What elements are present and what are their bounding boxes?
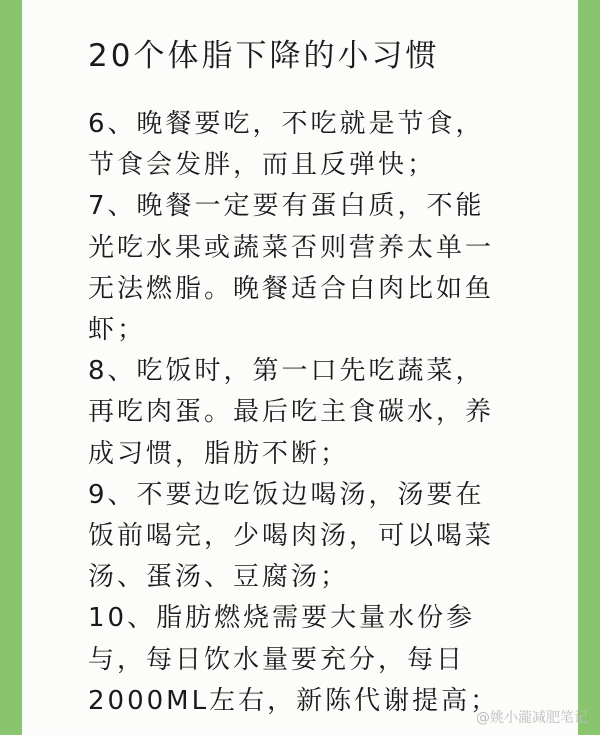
content-card [22, 0, 578, 735]
text-line: 成习惯，脂肪不断； [88, 438, 350, 469]
watermark: @姚小瀧减肥笔记 [476, 710, 588, 726]
text-line: 10、脂肪燃烧需要大量水份参 [88, 603, 476, 634]
text-line: 饭前喝完，少喝肉汤，可以喝菜 [88, 521, 495, 552]
page-title: 20个体脂下降的小习惯 [88, 38, 440, 74]
text-line: 8、吃饭时，第一口先吃蔬菜， [88, 356, 485, 387]
text-line: 7、晚餐一定要有蛋白质，不能 [88, 191, 485, 222]
text-line: 虾； [88, 315, 147, 346]
text-line: 汤、蛋汤、豆腐汤； [88, 562, 350, 593]
text-line: 9、不要边吃饭边喝汤，汤要在 [88, 479, 485, 510]
text-line: 与，每日饮水量要充分，每日 [88, 644, 466, 675]
text-line: 节食会发胖，而且反弹快； [88, 150, 437, 181]
text-line: 6、晚餐要吃，不吃就是节食， [88, 109, 485, 139]
text-line: 2000ML左右，新陈代谢提高； [88, 685, 500, 716]
text-line: 无法燃脂。晚餐适合白肉比如鱼 [88, 273, 495, 304]
text-line: 光吃水果或蔬菜否则营养太单一 [88, 232, 495, 263]
text-line: 再吃肉蛋。最后吃主食碳水，养 [88, 397, 495, 428]
habit-list [88, 104, 558, 722]
